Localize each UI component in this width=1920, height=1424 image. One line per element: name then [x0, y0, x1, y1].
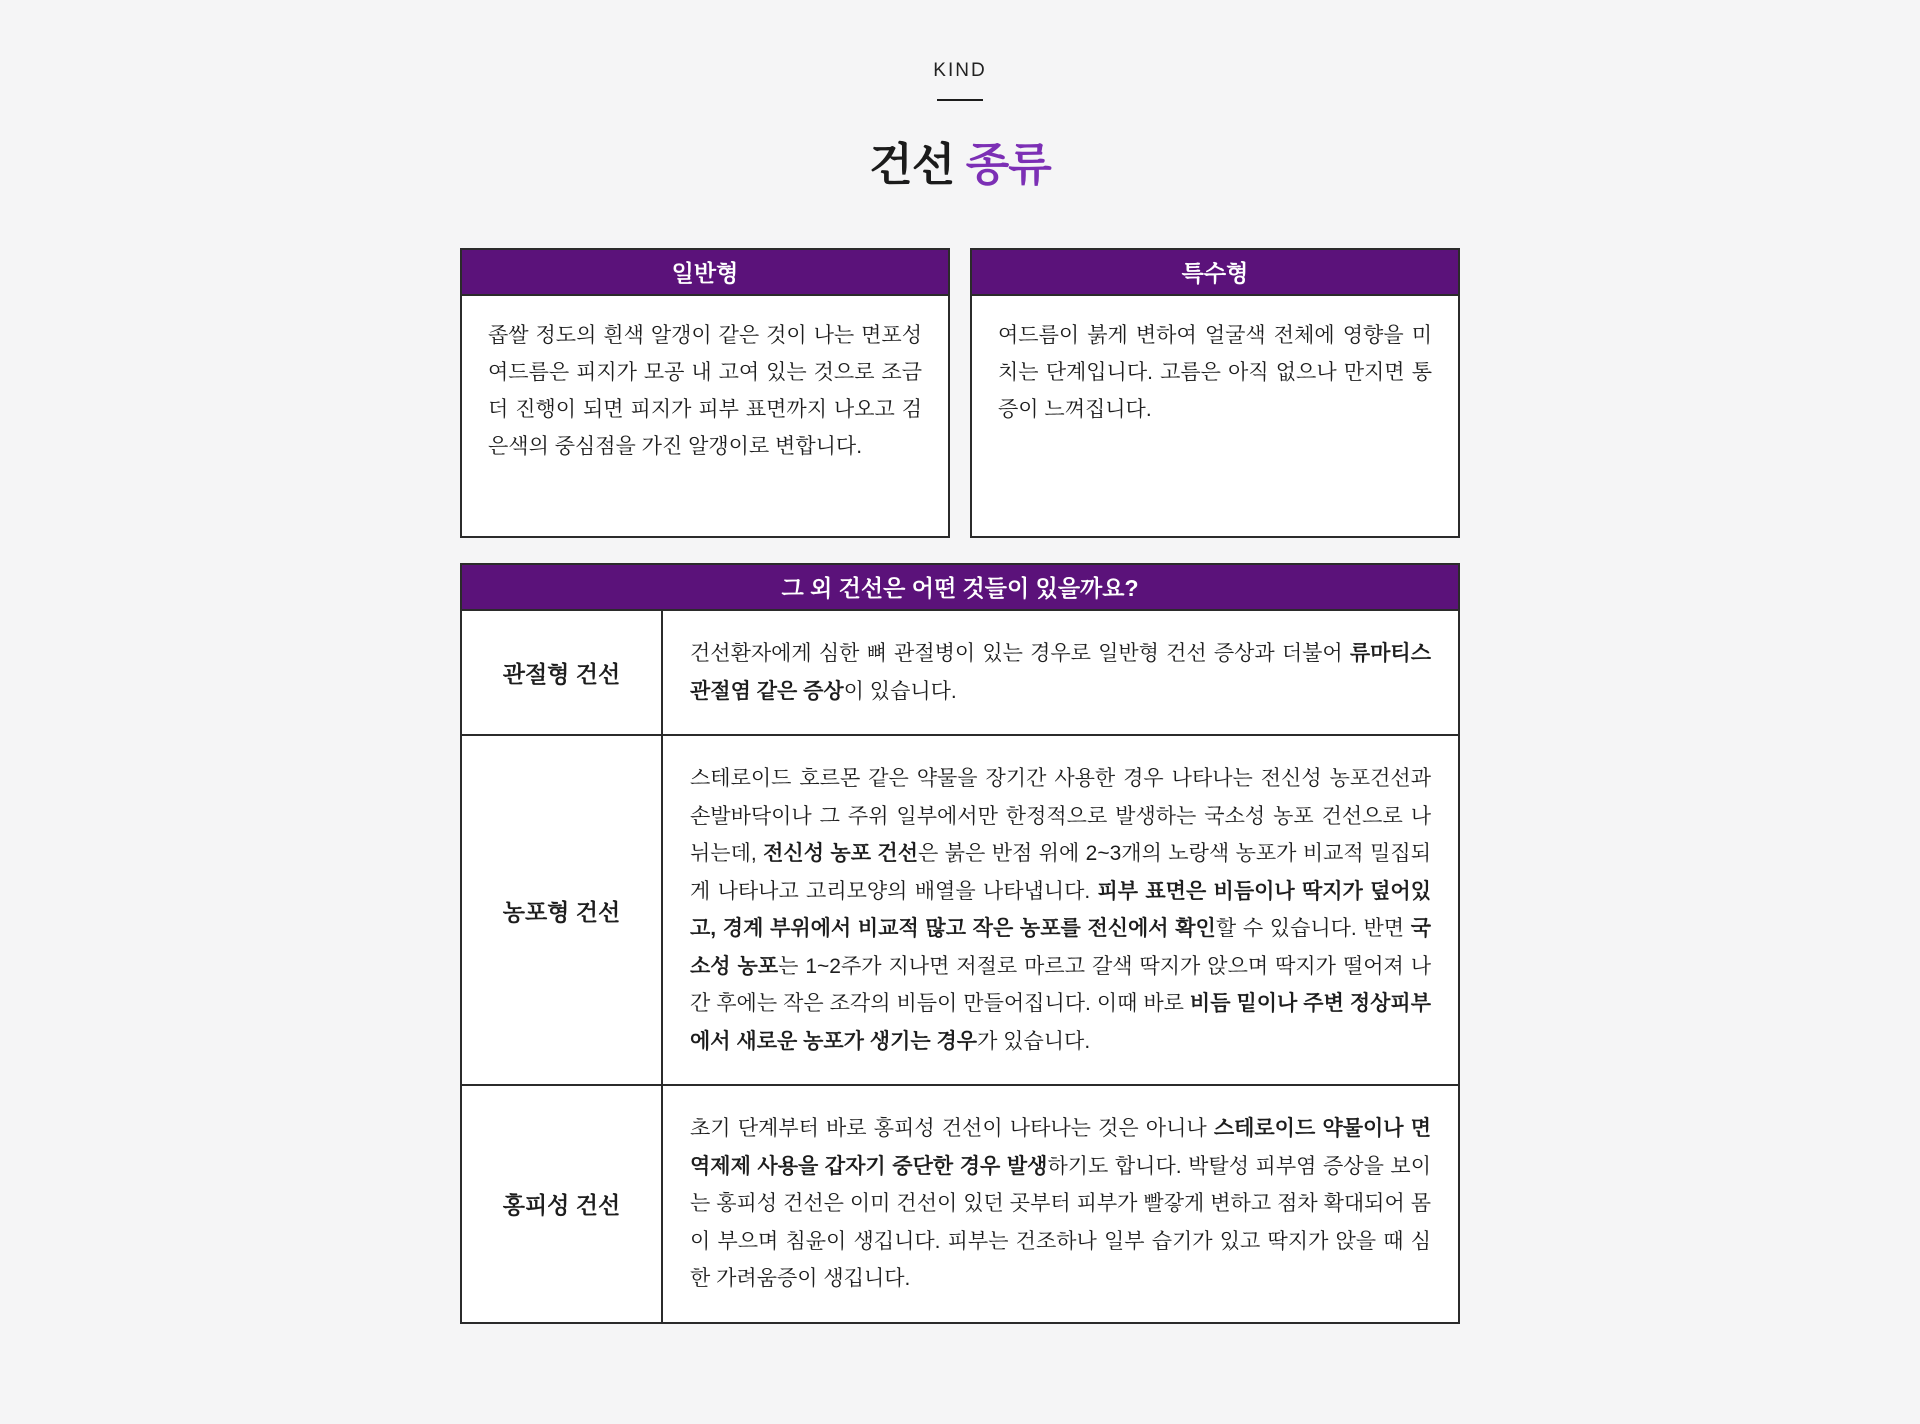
card-special-type [970, 248, 1460, 538]
card-special-header: 특수형 [972, 250, 1458, 296]
page-title-main: 건선 [869, 139, 955, 190]
kicker-label: KIND [933, 60, 987, 81]
page-header [460, 60, 1460, 193]
other-kinds-table [460, 563, 1460, 1324]
row-description-arthritic: 건선환자에게 심한 뼈 관절병이 있는 경우로 일반형 건선 증상과 더불어 류마티스 관절염 같은 증상이 있습니다. [690, 642, 1431, 703]
row-label-pustular: 농포형 건선 [462, 736, 663, 1084]
row-description-pustular: 스테로이드 호르몬 같은 약물을 장기간 사용한 경우 나타나는 전신성 농포건선과 손발바닥이나 그 주위 일부에서만 한정적으로 발생하는 국소성 농포 건선으로 나뉘는데, 전신성 농포 건선은 붉은 반점 위에 2~3개의 노랑색 농포가 비교적 밀집되게 나타나고 고리모양의 배열을 나타냅니다. 피부 표면은 비듬이나 딱지가 덮어있고, 경계 부위에서 비교적 많고 작은 농포를 전신에서 확인할 수 있습니다. 반면 국소성 농포는 1~2주가 지나면 저절로 마르고 갈색 딱지가 앉으며 딱지가 떨어져 나간 후에는 작은 조각의 비듬이 만들어집니다. 이때 바로 비듬 밑이나 주변 정상피부에서 새로운 농포가 생기는 경우가 있습니다. [690, 767, 1432, 1053]
page-title [460, 128, 1460, 193]
card-general-body: 좁쌀 정도의 흰색 알갱이 같은 것이 나는 면포성 여드름은 피지가 모공 내 고여 있는 것으로 조금 더 진행이 되면 피지가 피부 표면까지 나오고 검은색의 중심점을 가진 알갱이로 변합니다. [488, 324, 922, 458]
type-cards [460, 248, 1460, 538]
row-description-erythrodermic: 초기 단계부터 바로 홍피성 건선이 나타나는 것은 아니나 스테로이드 약물이나 면역제제 사용을 갑자기 중단한 경우 발생하기도 합니다. 박탈성 피부염 증상을 보이는 홍피성 건선은 이미 건선이 있던 곳부터 피부가 빨갛게 변하고 점차 확대되어 몸이 부으며 침윤이 생깁니다. 피부는 건조하나 일부 습기가 있고 딱지가 앉을 때 심한 가려움증이 생깁니다. [690, 1117, 1431, 1290]
row-label-erythrodermic: 홍피성 건선 [462, 1086, 663, 1322]
page-title-accent: 종류 [965, 139, 1051, 190]
psoriasis-kinds-page [460, 0, 1460, 1324]
table-header: 그 외 건선은 어떤 것들이 있을까요? [462, 565, 1458, 611]
table-row-arthritic [462, 611, 1458, 736]
table-row-erythrodermic [462, 1086, 1458, 1322]
title-divider [937, 99, 983, 101]
card-general-header: 일반형 [462, 250, 948, 296]
table-row-pustular [462, 736, 1458, 1086]
card-special-body: 여드름이 붉게 변하여 얼굴색 전체에 영향을 미치는 단계입니다. 고름은 아직 없으나 만지면 통증이 느껴집니다. [998, 324, 1432, 421]
row-label-arthritic: 관절형 건선 [462, 611, 663, 734]
card-general-type [460, 248, 950, 538]
